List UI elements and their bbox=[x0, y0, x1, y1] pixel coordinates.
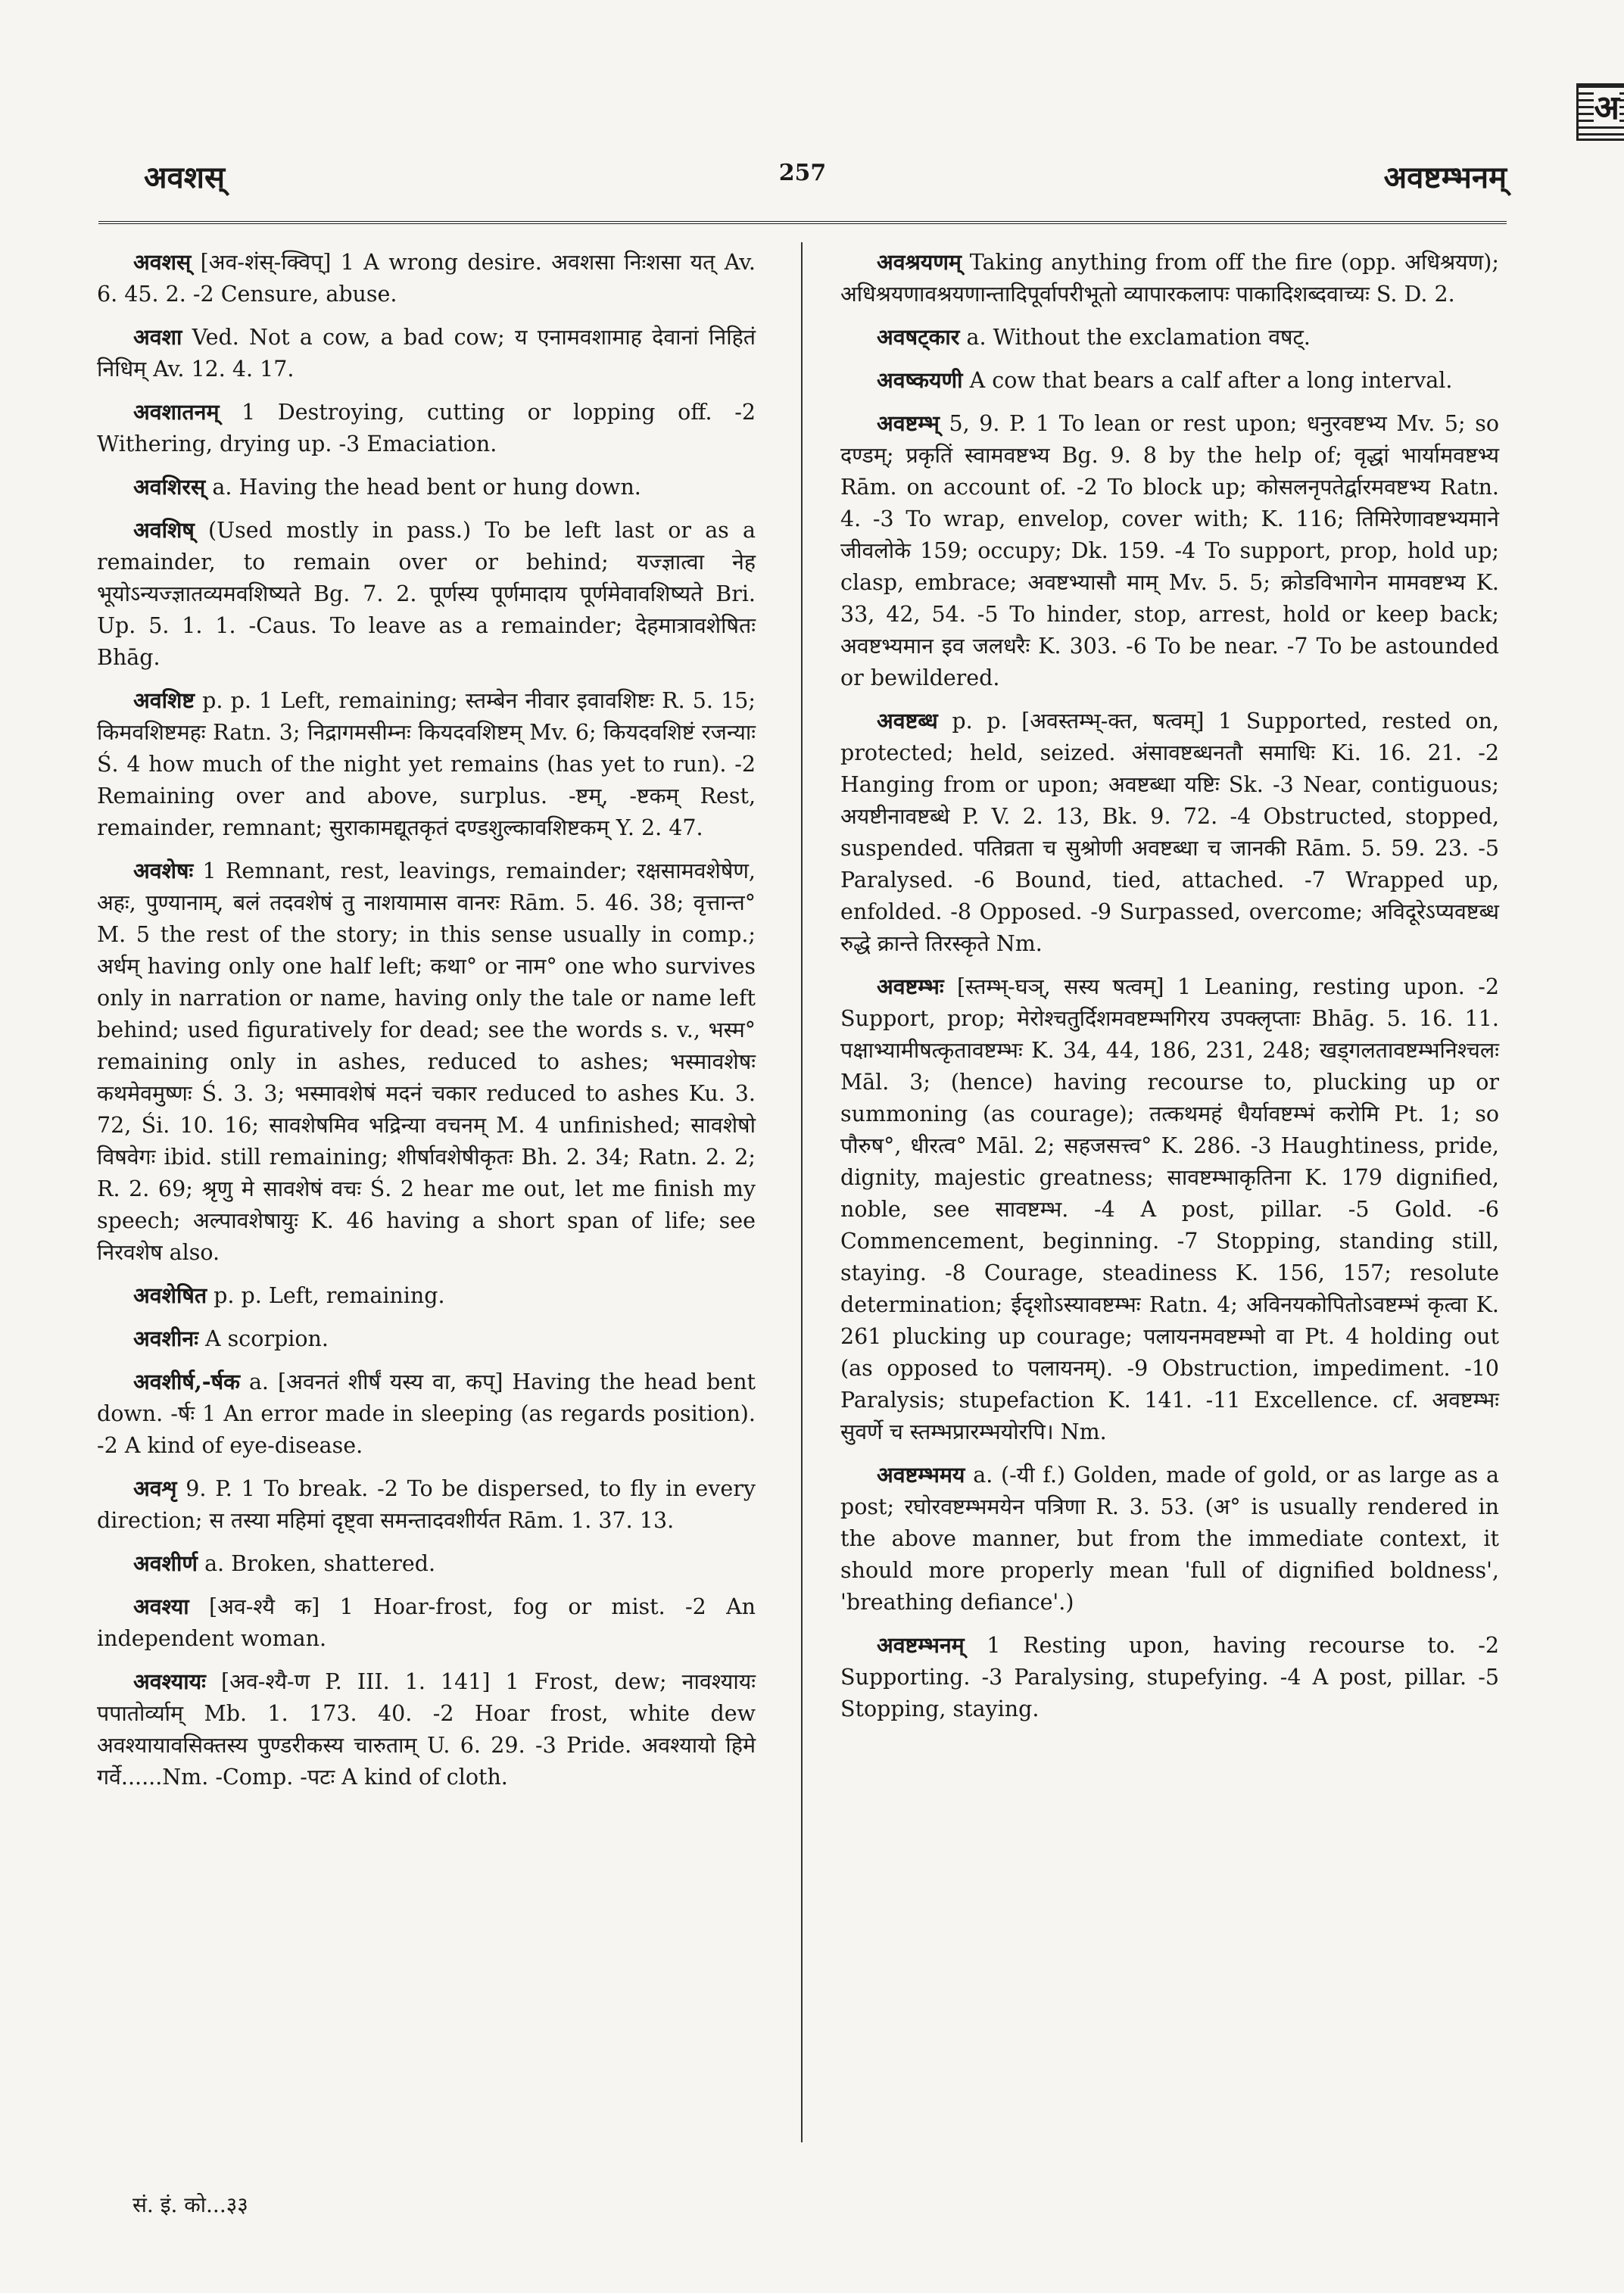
right-column bbox=[840, 246, 1499, 1736]
dictionary-entry bbox=[840, 364, 1499, 397]
entry-headword: अवश्यायः bbox=[133, 1668, 206, 1694]
entry-headword: अवष्टब्ध bbox=[877, 708, 938, 734]
dictionary-entry bbox=[840, 705, 1499, 960]
entry-headword: अवष्टम्भः bbox=[877, 974, 944, 999]
dictionary-entry bbox=[97, 1590, 756, 1655]
entry-definition: 5, 9. P. 1 To lean or rest upon; धनुरवष्टभ्य Mv. 5; so दण्डम्; प्रकृतिं स्वामवष्टभ्य Bg. 9. 8 by the help of; वृद्धां भार्यामवष्टभ्य Rām. on account of. -2 To block up; कोसलनृपतेर्द्वारमवष्टभ्य Ratn. 4. -3 To wrap, envelop, cover with; K. 116; तिमिरेणावष्टभ्यमाने जीवलोके 159; occupy; Dk. 159. -4 To support, prop, hold up; clasp, embrace; अवष्टभ्यासौ माम् Mv. 5. 5; क्रोडविभागेन मामवष्टभ्य K. 33, 42, 54. -5 To hinder, stop, arrest, hold or keep back; अवष्टभ्यमान इव जलधरैः K. 303. -6 To be near. -7 To be astounded or bewildered. bbox=[840, 411, 1499, 690]
entry-definition: [अव-श्यै क] 1 Hoar-frost, fog or mist. -2 An independent woman. bbox=[97, 1594, 756, 1651]
entry-definition: Taking anything from off the fire (opp. अधिश्रयण); अधिश्रयणावश्रयणान्तादिपूर्वापरीभूतो व्यापारकलापः पाकादिशब्दवाच्यः S. D. 2. bbox=[840, 250, 1500, 307]
dictionary-entry bbox=[97, 246, 756, 310]
entry-definition: A scorpion. bbox=[205, 1326, 329, 1351]
entry-definition: [स्तम्भ्-घञ्, सस्य षत्वम्] 1 Leaning, resting upon. -2 Support, prop; मेरोश्चतुर्दिशमवष्टम्भगिरय उपक्लृप्ताः Bhāg. 5. 16. 11. पक्षाभ्यामीषत्कृतावष्टम्भः K. 34, 44, 186, 231, 248; खड्गलतावष्टम्भनिश्चलः Māl. 3; (hence) having recourse to, plucking up or summoning (as courage); तत्कथमहं धैर्यावष्टम्भं करोमि Pt. 1; so पौरुष°, धीरत्व° Māl. 2; सहजसत्त्व° K. 286. -3 Haughtiness, pride, dignity, majestic greatness; सावष्टम्भाकृतिना K. 179 dignified, noble, see सावष्टम्भ. -4 A post, pillar. -5 Gold. -6 Commencement, beginning. -7 Stopping, standing still, staying. -8 Courage, steadiness K. 156, 157; resolute determination; ईदृशोऽस्यावष्टम्भः Ratn. 4; अविनयकोपितोऽवष्टम्भं कृत्वा K. 261 plucking up courage; पलायनमवष्टम्भो वा Pt. 4 holding out (as opposed to पलायनम्). -9 Obstruction, impediment. -10 Paralysis; stupefaction K. 141. -11 Excellence. cf. अवष्टम्भः सुवर्णे च स्तम्भप्रारम्भयोरपि। Nm. bbox=[840, 974, 1499, 1444]
entry-headword: अवशीर्ण bbox=[133, 1550, 198, 1576]
entry-definition: p. p. Left, remaining. bbox=[214, 1283, 445, 1308]
thumb-index-letter: अ bbox=[1594, 89, 1619, 127]
dictionary-entry bbox=[97, 471, 756, 503]
entry-headword: अवशिष्ट bbox=[133, 687, 195, 713]
dictionary-entry bbox=[840, 1459, 1499, 1618]
page-number: 257 bbox=[778, 160, 827, 186]
column-divider bbox=[801, 242, 803, 2142]
entry-headword: अवश्रयणम् bbox=[877, 249, 962, 275]
entry-headword: अवशस् bbox=[133, 249, 192, 275]
entry-headword: अवष्टम्भनम् bbox=[877, 1632, 965, 1658]
dictionary-entry bbox=[840, 246, 1499, 310]
dictionary-entry bbox=[97, 1366, 756, 1462]
dictionary-entry bbox=[97, 855, 756, 1269]
running-header bbox=[98, 155, 1507, 201]
dictionary-entry bbox=[840, 321, 1499, 354]
entry-definition: a. Without the exclamation वषट्. bbox=[966, 325, 1311, 350]
entry-definition: A cow that bears a calf after a long interval. bbox=[969, 368, 1453, 393]
entry-headword: अवष्टम्भमय bbox=[877, 1462, 965, 1488]
entry-definition: [अव-शंस्-क्विप्] 1 A wrong desire. अवशसा निःशसा यत् Av. 6. 45. 2. -2 Censure, abuse. bbox=[97, 250, 756, 307]
entry-definition: a. (-यी f.) Golden, made of gold, or as large as a post; रघोरवष्टम्भमयेन पत्रिणा R. 3. 53. (अ° is usually rendered in the above manner, but from the immediate context, it should more properly mean 'full of dignified boldness', 'breathing defiance'.) bbox=[840, 1463, 1499, 1615]
dictionary-entry bbox=[840, 1629, 1499, 1725]
entry-headword: अवशेषः bbox=[133, 858, 194, 883]
entry-headword: अवशिष् bbox=[133, 517, 195, 543]
entry-definition: Ved. Not a cow, a bad cow; य एनामवशामाह देवानां निहितं निधिम् Av. 12. 4. 17. bbox=[97, 325, 756, 382]
dictionary-entry bbox=[97, 1472, 756, 1537]
entry-definition: a. [अवनतं शीर्षं यस्य वा, कप्] Having the head bent down. -र्षः 1 An error made in sleeping (as regards position). -2 A kind of eye-disease. bbox=[97, 1369, 756, 1458]
thumb-index-tab bbox=[1576, 83, 1624, 141]
entry-headword: अवशीर्ष,-र्षक bbox=[133, 1369, 240, 1394]
entry-headword: अवशीनः bbox=[133, 1326, 198, 1351]
entry-definition: a. Broken, shattered. bbox=[204, 1551, 436, 1576]
dictionary-entry bbox=[97, 396, 756, 460]
entry-headword: अवशृ bbox=[133, 1475, 177, 1501]
dictionary-entry bbox=[97, 684, 756, 844]
entry-definition: p. p. 1 Left, remaining; स्तम्बेन नीवार इवावशिष्टः R. 5. 15; किमवशिष्टमहः Ratn. 3; निद्रागमसीम्नः कियदवशिष्टम् Mv. 6; कियदवशिष्टं रजन्याः Ś. 4 how much of the night yet remains (has yet to run). -2 Remaining over and above, surplus. -ष्टम्, -ष्टकम् Rest, remainder, remnant; सुराकामद्यूतकृतं दण्डशुल्कावशिष्टकम् Y. 2. 47. bbox=[97, 688, 756, 840]
dictionary-entry bbox=[97, 1323, 756, 1355]
entry-definition: [अव-श्यै-ण P. III. 1. 141] 1 Frost, dew; नावश्यायः पपातोर्व्याम् Mb. 1. 173. 40. -2 Hoar frost, white dew अवश्यायावसिक्तस्य पुण्डरीकस्य चारुताम् U. 6. 29. -3 Pride. अवश्यायो हिमे गर्वे......Nm. -Comp. -पटः A kind of cloth. bbox=[97, 1669, 756, 1790]
entry-definition: (Used mostly in pass.) To be left last or as a remainder, to remain over or behind; यज्ज्ञात्वा नेह भूयोऽन्यज्ज्ञातव्यमवशिष्यते Bg. 7. 2. पूर्णस्य पूर्णमादाय पूर्णमेवावशिष्यते Bri. Up. 5. 1. 1. -Caus. To leave as a remainder; देहमात्रावशेषितः Bhāg. bbox=[97, 518, 756, 670]
entry-headword: अवशेषित bbox=[133, 1282, 207, 1308]
entry-definition: 1 Resting upon, having recourse to. -2 Supporting. -3 Paralysing, stupefying. -4 A post, pillar. -5 Stopping, staying. bbox=[840, 1633, 1499, 1721]
entry-headword: अवश्या bbox=[133, 1594, 189, 1619]
header-first-word: अवशस् bbox=[144, 160, 226, 195]
dictionary-entry bbox=[97, 321, 756, 385]
entry-definition: a. Having the head bent or hung down. bbox=[212, 475, 641, 500]
dictionary-entry bbox=[97, 514, 756, 674]
entry-headword: अवशातनम् bbox=[133, 399, 220, 425]
dictionary-entry bbox=[97, 1279, 756, 1312]
header-rule bbox=[98, 221, 1507, 224]
entry-headword: अवष्टम्भ् bbox=[877, 410, 940, 436]
dictionary-entry bbox=[840, 970, 1499, 1448]
dictionary-entry bbox=[840, 407, 1499, 694]
left-column bbox=[97, 246, 756, 1804]
dictionary-entry bbox=[97, 1665, 756, 1793]
entry-definition: p. p. [अवस्तम्भ्-क्त, षत्वम्] 1 Supported, rested on, protected; held, seized. अंसावष्टब्धनतौ समाधिः Ki. 16. 21. -2 Hanging from or upon; अवष्टब्धा यष्टिः Sk. -3 Near, contiguous; अयष्टीनावष्टब्धे P. V. 2. 13, Bk. 9. 72. -4 Obstructed, stopped, suspended. पतिव्रता च सुश्रोणी अवष्टब्धा च जानकी Rām. 5. 59. 23. -5 Paralysed. -6 Bound, tied, attached. -7 Wrapped up, enfolded. -8 Opposed. -9 Surpassed, overcome; अविदूरेऽप्यवष्टब्ध रुद्धे क्रान्ते तिरस्कृते Nm. bbox=[840, 709, 1500, 956]
entry-headword: अवशिरस् bbox=[133, 474, 206, 500]
entry-definition: 1 Remnant, rest, leavings, remainder; रक्षसामवशेषेण, अहः, पुण्यानाम्, बलं तदवशेषं तु नाशयामास वानरः Rām. 5. 46. 38; वृत्तान्त° M. 5 the rest of the story; in this sense usually in comp.; अर्धम् having only one half left; कथा° or नाम° one who survives only in narration or name, having only the tale or name left behind; used figuratively for dead; see the words s. v., भस्म° remaining only in ashes, reduced to ashes; भस्मावशेषः कथमेवमुष्णः Ś. 3. 3; भस्मावशेषं मदनं चकार reduced to ashes Ku. 3. 72, Śi. 10. 16; सावशेषमिव भद्रिन्या वचनम् M. 4 unfinished; सावशेषो विषवेगः ibid. still remaining; शीर्षावशेषीकृतः Bh. 2. 34; Ratn. 2. 2; R. 2. 69; श्रृणु मे सावशेषं वचः Ś. 2 hear me out, let me finish my speech; अल्पावशेषायुः K. 46 having a short span of life; see निरवशेष also. bbox=[97, 858, 756, 1265]
entry-headword: अवष्कयणी bbox=[877, 367, 963, 393]
header-last-word: अवष्टम्भनम् bbox=[1383, 160, 1507, 195]
footer-signature: सं. इं. को...३३ bbox=[132, 2192, 248, 2217]
entry-headword: अवषट्कार bbox=[877, 324, 960, 350]
entry-definition: 1 Destroying, cutting or lopping off. -2 Withering, drying up. -3 Emaciation. bbox=[97, 400, 756, 456]
dictionary-entry bbox=[97, 1547, 756, 1580]
entry-definition: 9. P. 1 To break. -2 To be dispersed, to fly in every direction; स तस्या महिमां दृष्ट्वा समन्तादवशीर्यत Rām. 1. 37. 13. bbox=[97, 1476, 756, 1533]
entry-headword: अवशा bbox=[133, 324, 182, 350]
